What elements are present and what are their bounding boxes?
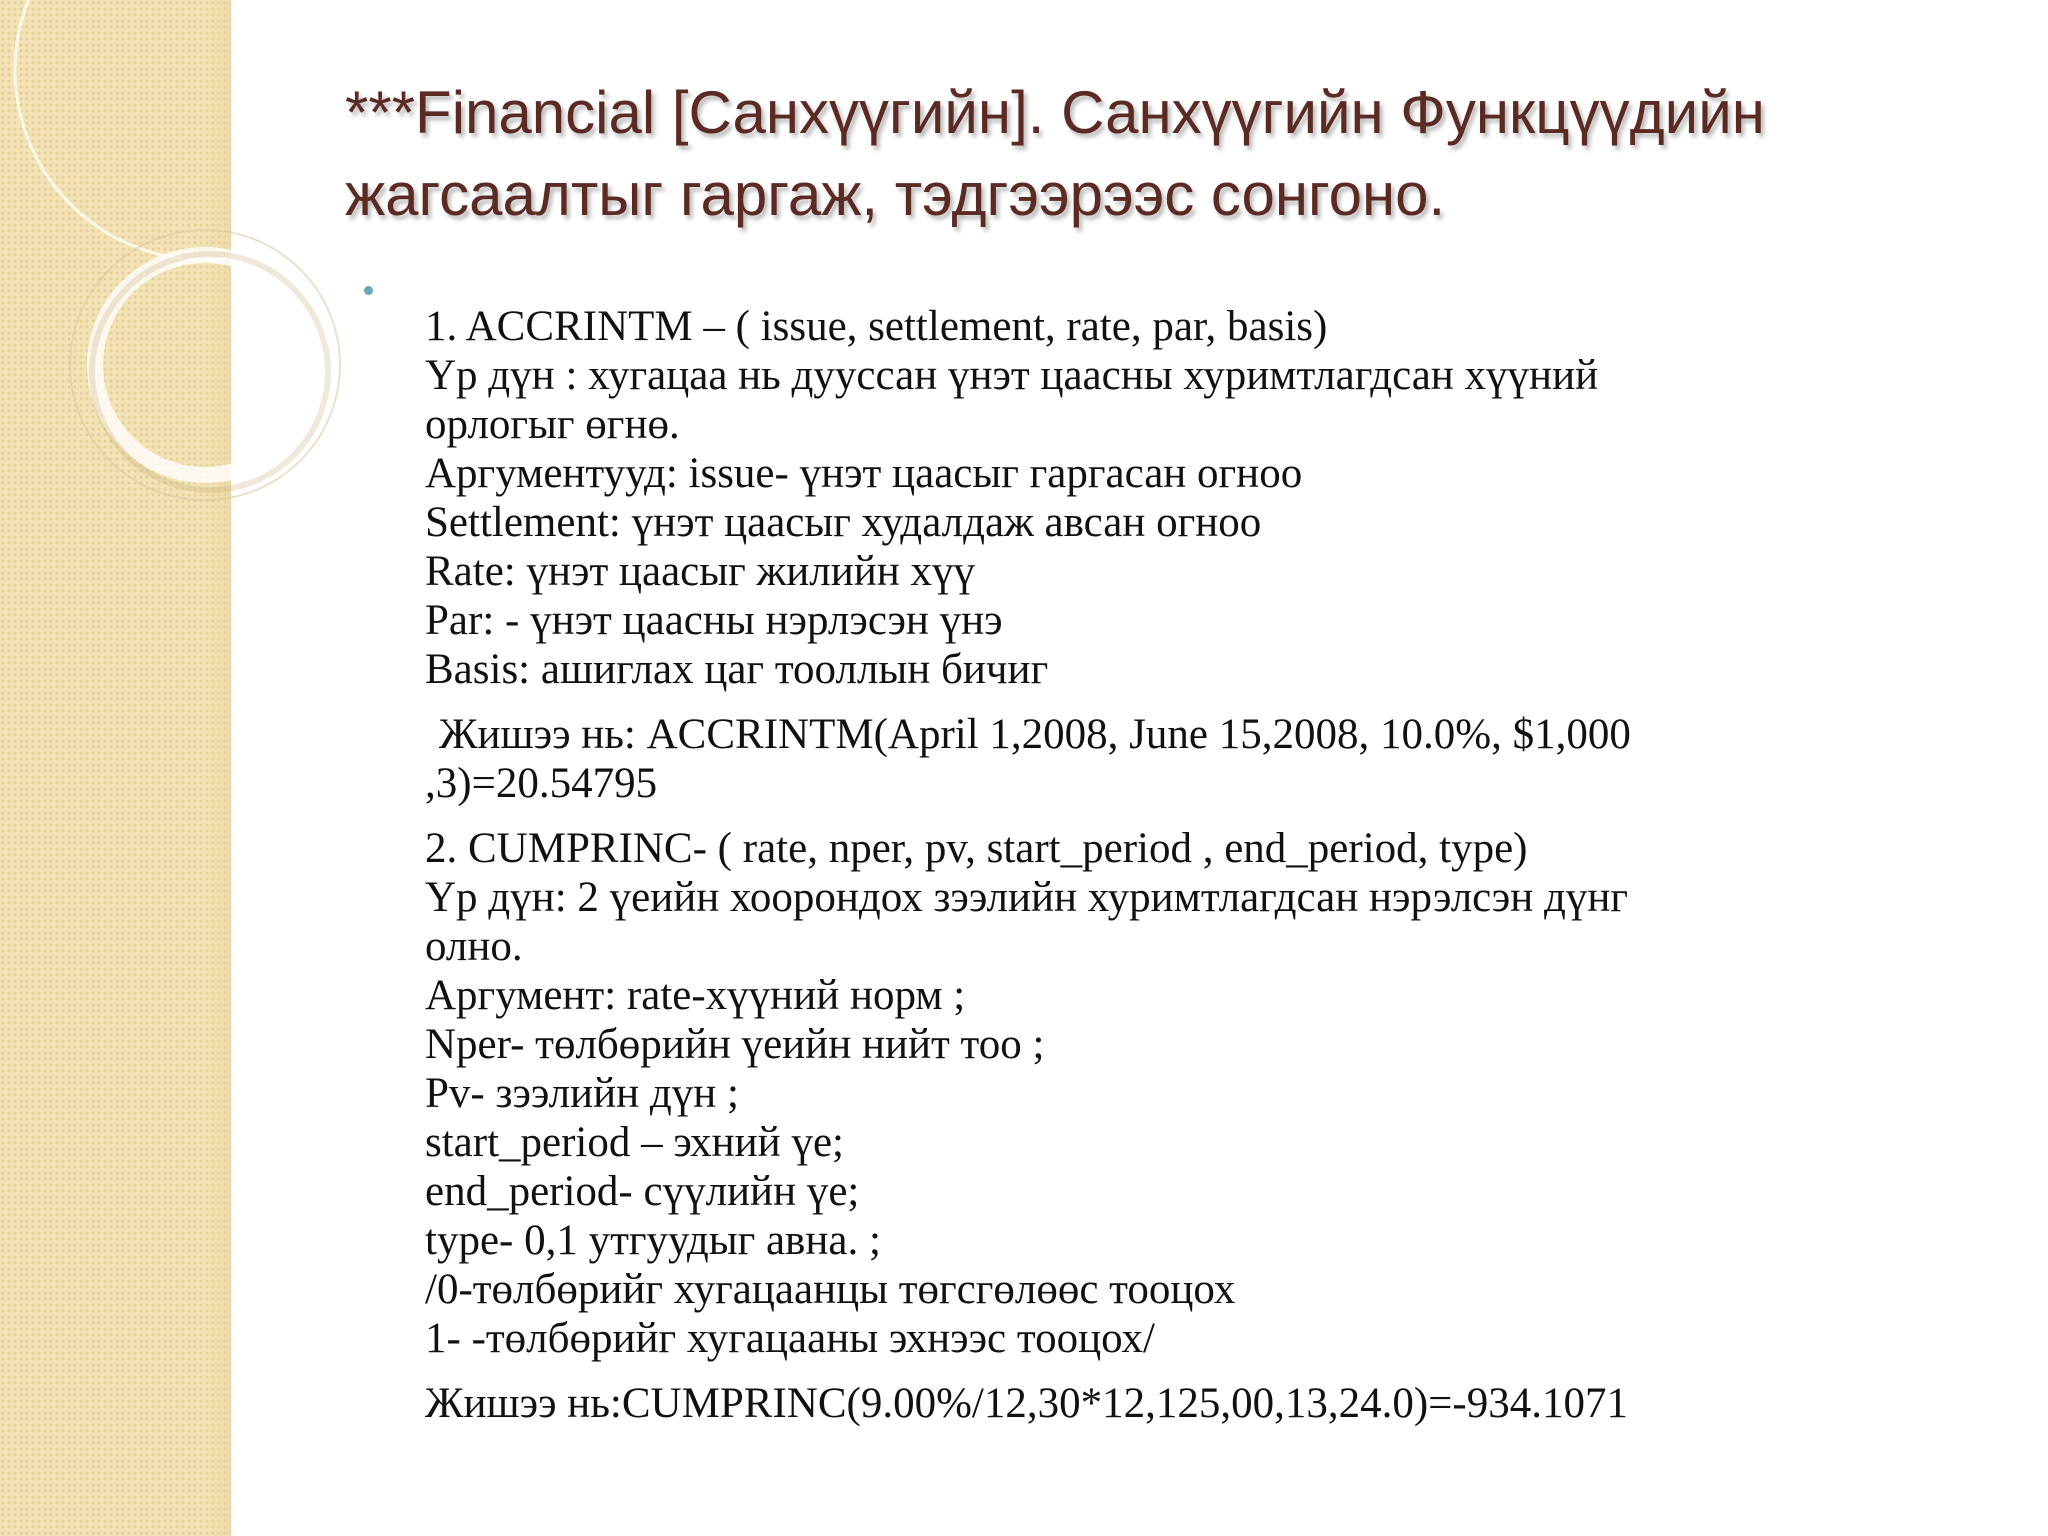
section1-arg: Basis: ашиглах цаг тооллын бичиг: [425, 646, 1049, 693]
section1-purpose-line-1: Үр дүн : хугацаа нь дууссан үнэт цаасны хуримтлагдсан хүүний: [425, 352, 1599, 399]
spacer: [425, 1363, 1985, 1379]
deco-ring-large: [15, 0, 395, 260]
spacer: [425, 694, 1985, 710]
section1-heading: 1. ACCRINTM – ( issue, settlement, rate, par, basis): [425, 303, 1328, 350]
slide-body: [425, 302, 1985, 1428]
section1-purpose-line-2: орлогыг өгнө.: [425, 401, 680, 448]
section1-arg: Аргументууд: issue- үнэт цаасыг гаргасан огноо: [425, 450, 1303, 497]
section2-purpose-line-2: олно.: [425, 923, 523, 970]
section1-example-line-1: Жишээ нь: ACCRINTM(April 1,2008, June 15,2008, 10.0%, $1,000: [439, 711, 1631, 758]
section2-arg: Pv- зээлийн дүн ;: [425, 1070, 739, 1117]
section2-arg: type- 0,1 утгуудыг авна. ;: [425, 1217, 881, 1264]
section1-arg: Par: - үнэт цаасны нэрлэсэн үнэ: [425, 597, 1003, 644]
slide-title: [345, 72, 1985, 236]
section2-arg: end_period- сүүлийн үе;: [425, 1168, 860, 1215]
section2-arg: 1- -төлбөрийг хугацааны эхнээс тооцох/: [425, 1315, 1155, 1362]
section1-arg: Settlement: үнэт цаасыг худалдаж авсан огноо: [425, 499, 1262, 546]
title-line-2: жагсаалтыг гаргаж, тэдгээрээс сонгоно.: [345, 161, 1446, 228]
section2-purpose-line-1: Үр дүн: 2 үеийн хоорондох зээлийн хуримтлагдсан нэрэлсэн дүнг: [425, 874, 1629, 921]
section2-arg: Nper- төлбөрийн үеийн нийт тоо ;: [425, 1021, 1045, 1068]
section2-arg: Аргумент: rate-хүүний норм ;: [425, 972, 966, 1019]
section1-arg: Rate: үнэт цаасыг жилийн хүү: [425, 548, 976, 595]
deco-ring-thin: [70, 230, 340, 500]
section2-heading: 2. CUMPRINC- ( rate, nper, pv, start_period , end_period, type): [425, 825, 1528, 872]
section1-example-line-2: ,3)=20.54795: [425, 760, 658, 807]
section2-arg: /0-төлбөрийг хугацаанцы төгсгөлөөс тооцох: [425, 1266, 1236, 1313]
deco-ring-shadow: [92, 254, 328, 490]
spacer: [425, 808, 1985, 824]
section2-arg: start_period – эхний үе;: [425, 1119, 844, 1166]
section2-example: Жишээ нь:CUMPRINC(9.00%/12,30*12,125,00,13,24.0)=-934.1071: [425, 1380, 1628, 1427]
title-line-1: ***Financial [Санхүүгийн]. Санхүүгийн Функцүүдийн: [345, 79, 1765, 146]
bullet-dot-icon: [364, 286, 373, 295]
